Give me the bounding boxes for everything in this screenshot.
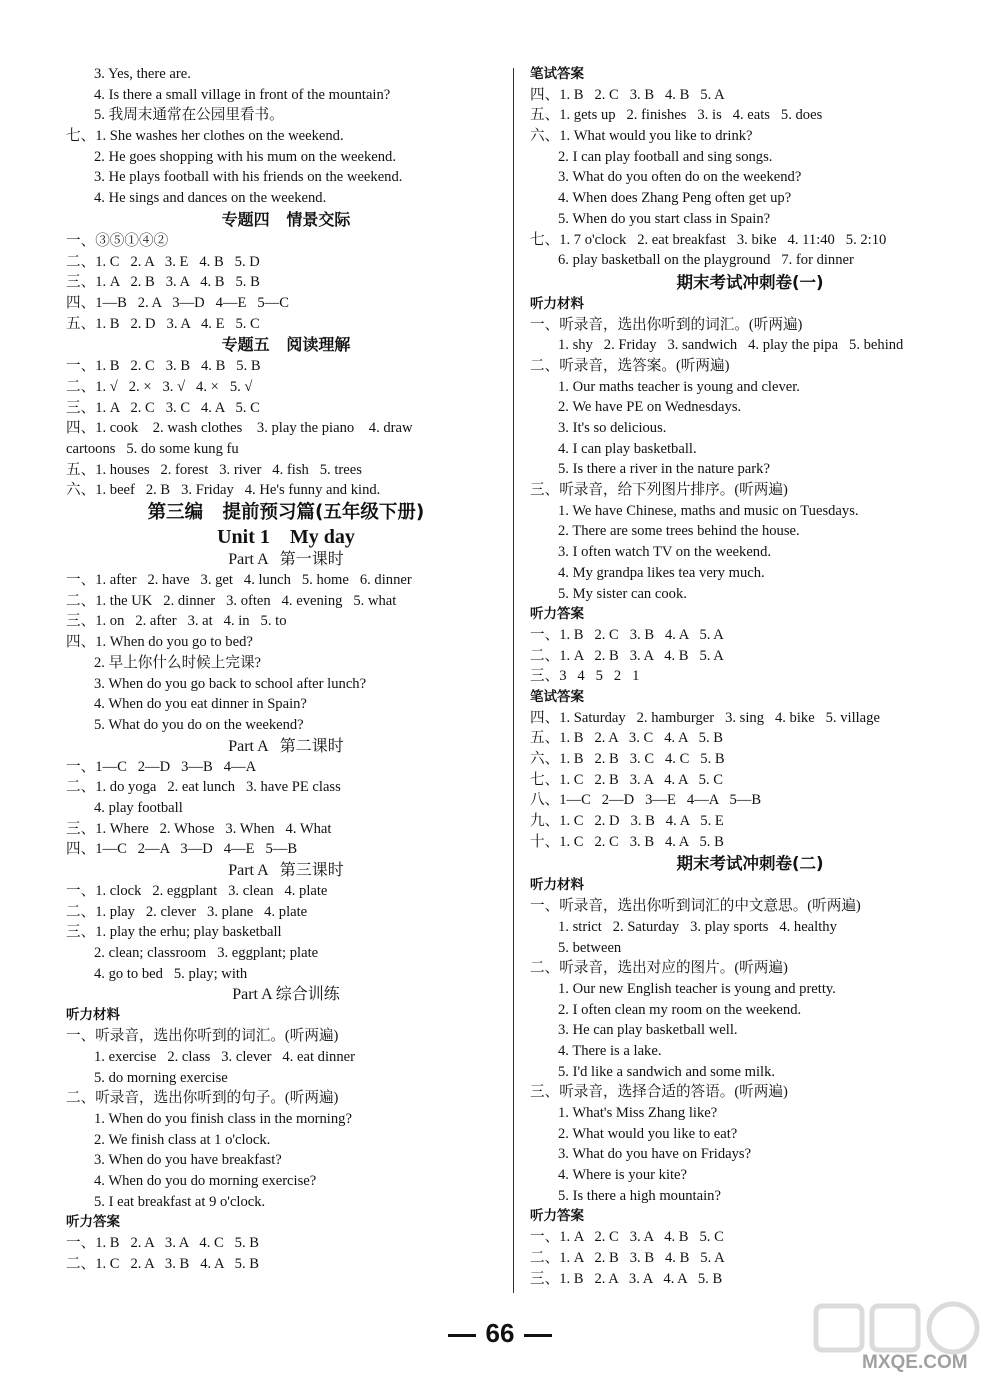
answer-line: 3. It's so delicious. — [558, 420, 667, 436]
answer-line: 2. 早上你什么时候上完课? — [94, 654, 262, 671]
answer-line: 4. I can play basketball. — [558, 440, 697, 457]
answer-line: 七、1. C 2. B 3. A 4. A 5. C — [530, 771, 723, 788]
answer-line: 一、听录音，选出你听到词汇的中文意思。(听两遍) — [530, 898, 861, 915]
answer-line: 四、1. cook 2. wash clothes 3. play the piano 4. draw — [66, 420, 413, 437]
answer-line: 二、1. A 2. B 3. A 4. B 5. A — [530, 647, 724, 664]
lesson-heading: Part A 第三课时 — [228, 862, 344, 879]
answer-line: 二、1. the UK 2. dinner 3. often 4. evening 5. what — [66, 592, 397, 609]
answer-line: 三、听录音，选择合适的答语。(听两遍) — [530, 1084, 788, 1101]
answer-line: 1. exercise 2. class 3. clever 4. eat dinner — [94, 1048, 355, 1065]
subsection-label: 听力答案 — [530, 606, 584, 623]
answer-line: 五、1. B 2. D 3. A 4. E 5. C — [66, 315, 260, 332]
answer-line: 5. do morning exercise — [94, 1069, 228, 1086]
answer-line: 4. When does Zhang Peng often get up? — [558, 190, 792, 207]
answer-line: 5. Is there a river in the nature park? — [558, 461, 770, 478]
answer-line: 3. Yes, there are. — [94, 66, 191, 82]
answer-line: 一、1. B 2. C 3. B 4. A 5. A — [530, 626, 724, 643]
subsection-label: 听力答案 — [530, 1208, 584, 1225]
answer-line: 2. clean; classroom 3. eggplant; plate — [94, 945, 319, 962]
answer-line: 1. When do you finish class in the morning? — [94, 1110, 352, 1127]
answer-line: 4. play football — [94, 799, 183, 816]
subsection-label: 笔试答案 — [530, 66, 584, 82]
section-heading: 第三编 提前预习篇(五年级下册) — [147, 502, 425, 524]
topic-heading: 专题四 情景交际 — [221, 209, 351, 229]
answer-line: 五、1. houses 2. forest 3. river 4. fish 5. trees — [66, 461, 362, 478]
answer-line: 3. I often watch TV on the weekend. — [558, 544, 772, 561]
answer-line: 一、听录音，选出你听到的词汇。(听两遍) — [530, 316, 803, 333]
answer-line: 3. When do you go back to school after lunch? — [94, 675, 367, 692]
answer-line: 二、听录音，选出你听到的句子。(听两遍) — [66, 1090, 339, 1107]
answer-line: 二、1. C 2. A 3. B 4. A 5. B — [66, 1255, 259, 1272]
answer-line: 3. What do you often do on the weekend? — [558, 169, 802, 186]
answer-line: 2. There are some trees behind the house. — [558, 523, 800, 540]
answer-line: 二、1. A 2. B 3. B 4. B 5. A — [530, 1249, 725, 1266]
answer-line: 4. go to bed 5. play; with — [94, 965, 248, 982]
answer-line: 5. I eat breakfast at 9 o'clock. — [94, 1193, 266, 1210]
answer-line: 二、1. C 2. A 3. E 4. B 5. D — [66, 253, 260, 270]
answer-line: 5. between — [558, 939, 622, 956]
answer-line: 4. He sings and dances on the weekend. — [94, 190, 327, 207]
subsection-label: 听力材料 — [66, 1007, 120, 1024]
answer-line: 六、1. What would you like to drink? — [530, 128, 753, 145]
answer-line: 5. Is there a high mountain? — [558, 1187, 721, 1204]
left-column — [66, 64, 506, 1274]
exam-heading: 期末考试冲刺卷(一) — [676, 272, 824, 292]
answer-line: 2. What would you like to eat? — [558, 1125, 738, 1142]
watermark-text: MXQE.COM — [862, 1352, 968, 1373]
answer-line: 八、1—C 2—D 3—E 4—A 5—B — [530, 792, 762, 809]
answer-line: 七、1. 7 o'clock 2. eat breakfast 3. bike 4. 11:40 5. 2:10 — [530, 231, 887, 248]
answer-line: 4. When do you eat dinner in Spain? — [94, 696, 307, 713]
answer-line: 三、1. A 2. B 3. A 4. B 5. B — [66, 274, 260, 291]
answer-line: 一、1. clock 2. eggplant 3. clean 4. plate — [66, 883, 328, 899]
answer-line: 一、听录音，选出你听到的词汇。(听两遍) — [66, 1028, 339, 1045]
answer-line: 6. play basketball on the playground 7. for dinner — [558, 252, 854, 269]
answer-line: 1. We have Chinese, maths and music on Tuesdays. — [558, 502, 859, 519]
answer-line: 二、1. play 2. clever 3. plane 4. plate — [66, 903, 308, 920]
exam-heading: 期末考试冲刺卷(二) — [676, 854, 824, 874]
answer-line: 四、1. B 2. C 3. B 4. B 5. A — [530, 86, 725, 103]
page-number-text: 66 — [485, 1318, 515, 1348]
answer-line: 4. There is a lake. — [558, 1042, 662, 1059]
answer-line: 5. What do you do on the weekend? — [94, 716, 304, 733]
answer-line: 一、1. B 2. C 3. B 4. B 5. B — [66, 358, 261, 375]
answer-line: 五、1. gets up 2. finishes 3. is 4. eats 5. does — [530, 107, 823, 124]
right-column — [530, 64, 970, 1289]
answer-line: 三、1. on 2. after 3. at 4. in 5. to — [66, 613, 287, 630]
answer-line: 一、1—C 2—D 3—B 4—A — [66, 758, 257, 775]
answer-line: 一、1. after 2. have 3. get 4. lunch 5. home 6. dinner — [66, 572, 412, 589]
answer-line: 二、听录音，选出对应的图片。(听两遍) — [530, 960, 788, 977]
column-divider — [513, 68, 514, 1293]
answer-line: 七、1. She washes her clothes on the weekend. — [66, 128, 344, 145]
subsection-label: 听力材料 — [530, 877, 584, 894]
answer-line: 1. Our new English teacher is young and pretty. — [558, 980, 836, 997]
answer-line: 二、听录音，选答案。(听两遍) — [530, 357, 730, 374]
answer-line: 5. 我周末通常在公园里看书。 — [94, 107, 284, 124]
answer-line: 3. He can play basketball well. — [558, 1022, 738, 1039]
answer-line: 四、1—C 2—A 3—D 4—E 5—B — [66, 841, 298, 858]
page-number-dash-left — [448, 1334, 476, 1337]
lesson-heading: Part A 第二课时 — [228, 737, 344, 755]
subsection-label: 听力答案 — [66, 1214, 120, 1231]
answer-line: 一、1. B 2. A 3. A 4. C 5. B — [66, 1235, 259, 1251]
answer-line: 1. What's Miss Zhang like? — [558, 1105, 718, 1121]
answer-line: 4. My grandpa likes tea very much. — [558, 564, 765, 581]
answer-line: 4. Is there a small village in front of the mountain? — [94, 86, 391, 103]
answer-line: 2. I can play football and sing songs. — [558, 148, 773, 165]
answer-line: 一、③⑤①④② — [66, 232, 169, 249]
answer-line: 四、1. When do you go to bed? — [66, 634, 253, 651]
answer-line: 4. Where is your kite? — [558, 1167, 688, 1184]
answer-line: 二、1. do yoga 2. eat lunch 3. have PE class — [66, 779, 341, 796]
answer-line: 六、1. B 2. B 3. C 4. C 5. B — [530, 751, 725, 767]
answer-line: 5. When do you start class in Spain? — [558, 210, 771, 227]
unit-heading: Unit 1 My day — [217, 526, 355, 549]
lesson-heading: Part A 第一课时 — [228, 551, 344, 569]
answer-line: 四、1—B 2. A 3—D 4—E 5—C — [66, 294, 289, 311]
answer-line: 一、1. A 2. C 3. A 4. B 5. C — [530, 1229, 724, 1246]
answer-line: 三、1. B 2. A 3. A 4. A 5. B — [530, 1270, 723, 1287]
answer-line: 1. shy 2. Friday 3. sandwich 4. play the pipa 5. behind — [558, 337, 904, 354]
answer-line: 3. When do you have breakfast? — [94, 1152, 282, 1169]
answer-line: 三、3 4 5 2 1 — [530, 668, 640, 685]
answer-line: 3. He plays football with his friends on the weekend. — [94, 169, 403, 186]
answer-line: 三、1. Where 2. Whose 3. When 4. What — [66, 820, 332, 837]
answer-line: 五、1. B 2. A 3. C 4. A 5. B — [530, 730, 723, 747]
subsection-label: 笔试答案 — [530, 688, 584, 705]
answer-line: 2. We finish class at 1 o'clock. — [94, 1131, 271, 1148]
subsection-label: 听力材料 — [530, 295, 584, 312]
answer-line: 六、1. beef 2. B 3. Friday 4. He's funny and kind. — [66, 482, 381, 499]
answer-line: 5. My sister can cook. — [558, 585, 687, 602]
answer-line: 2. We have PE on Wednesdays. — [558, 399, 742, 416]
answer-line: 4. When do you do morning exercise? — [94, 1172, 317, 1189]
answer-line: 1. Our maths teacher is young and clever. — [558, 378, 800, 395]
answer-line: 三、1. A 2. C 3. C 4. A 5. C — [66, 399, 260, 416]
answer-line: 2. He goes shopping with his mum on the weekend. — [94, 148, 396, 165]
topic-heading: 专题五 阅读理解 — [221, 335, 351, 355]
answer-line: 九、1. C 2. D 3. B 4. A 5. E — [530, 813, 724, 830]
answer-line: 二、1. √ 2. × 3. √ 4. × 5. √ — [66, 378, 253, 395]
answer-line: 十、1. C 2. C 3. B 4. A 5. B — [530, 833, 724, 850]
answer-line: 三、听录音，给下列图片排序。(听两遍) — [530, 482, 788, 499]
answer-line: 5. I'd like a sandwich and some milk. — [558, 1063, 776, 1080]
answer-line: 2. I often clean my room on the weekend. — [558, 1001, 802, 1018]
page-number-dash-right — [524, 1334, 552, 1337]
answer-line: 3. What do you have on Fridays? — [558, 1146, 752, 1163]
answer-line: cartoons 5. do some kung fu — [66, 441, 239, 457]
answer-line: 1. strict 2. Saturday 3. play sports 4. healthy — [558, 918, 837, 935]
answer-line: 三、1. play the erhu; play basketball — [66, 924, 282, 941]
answer-line: 四、1. Saturday 2. hamburger 3. sing 4. bike 5. village — [530, 709, 880, 726]
lesson-heading: Part A 综合训练 — [232, 986, 340, 1004]
